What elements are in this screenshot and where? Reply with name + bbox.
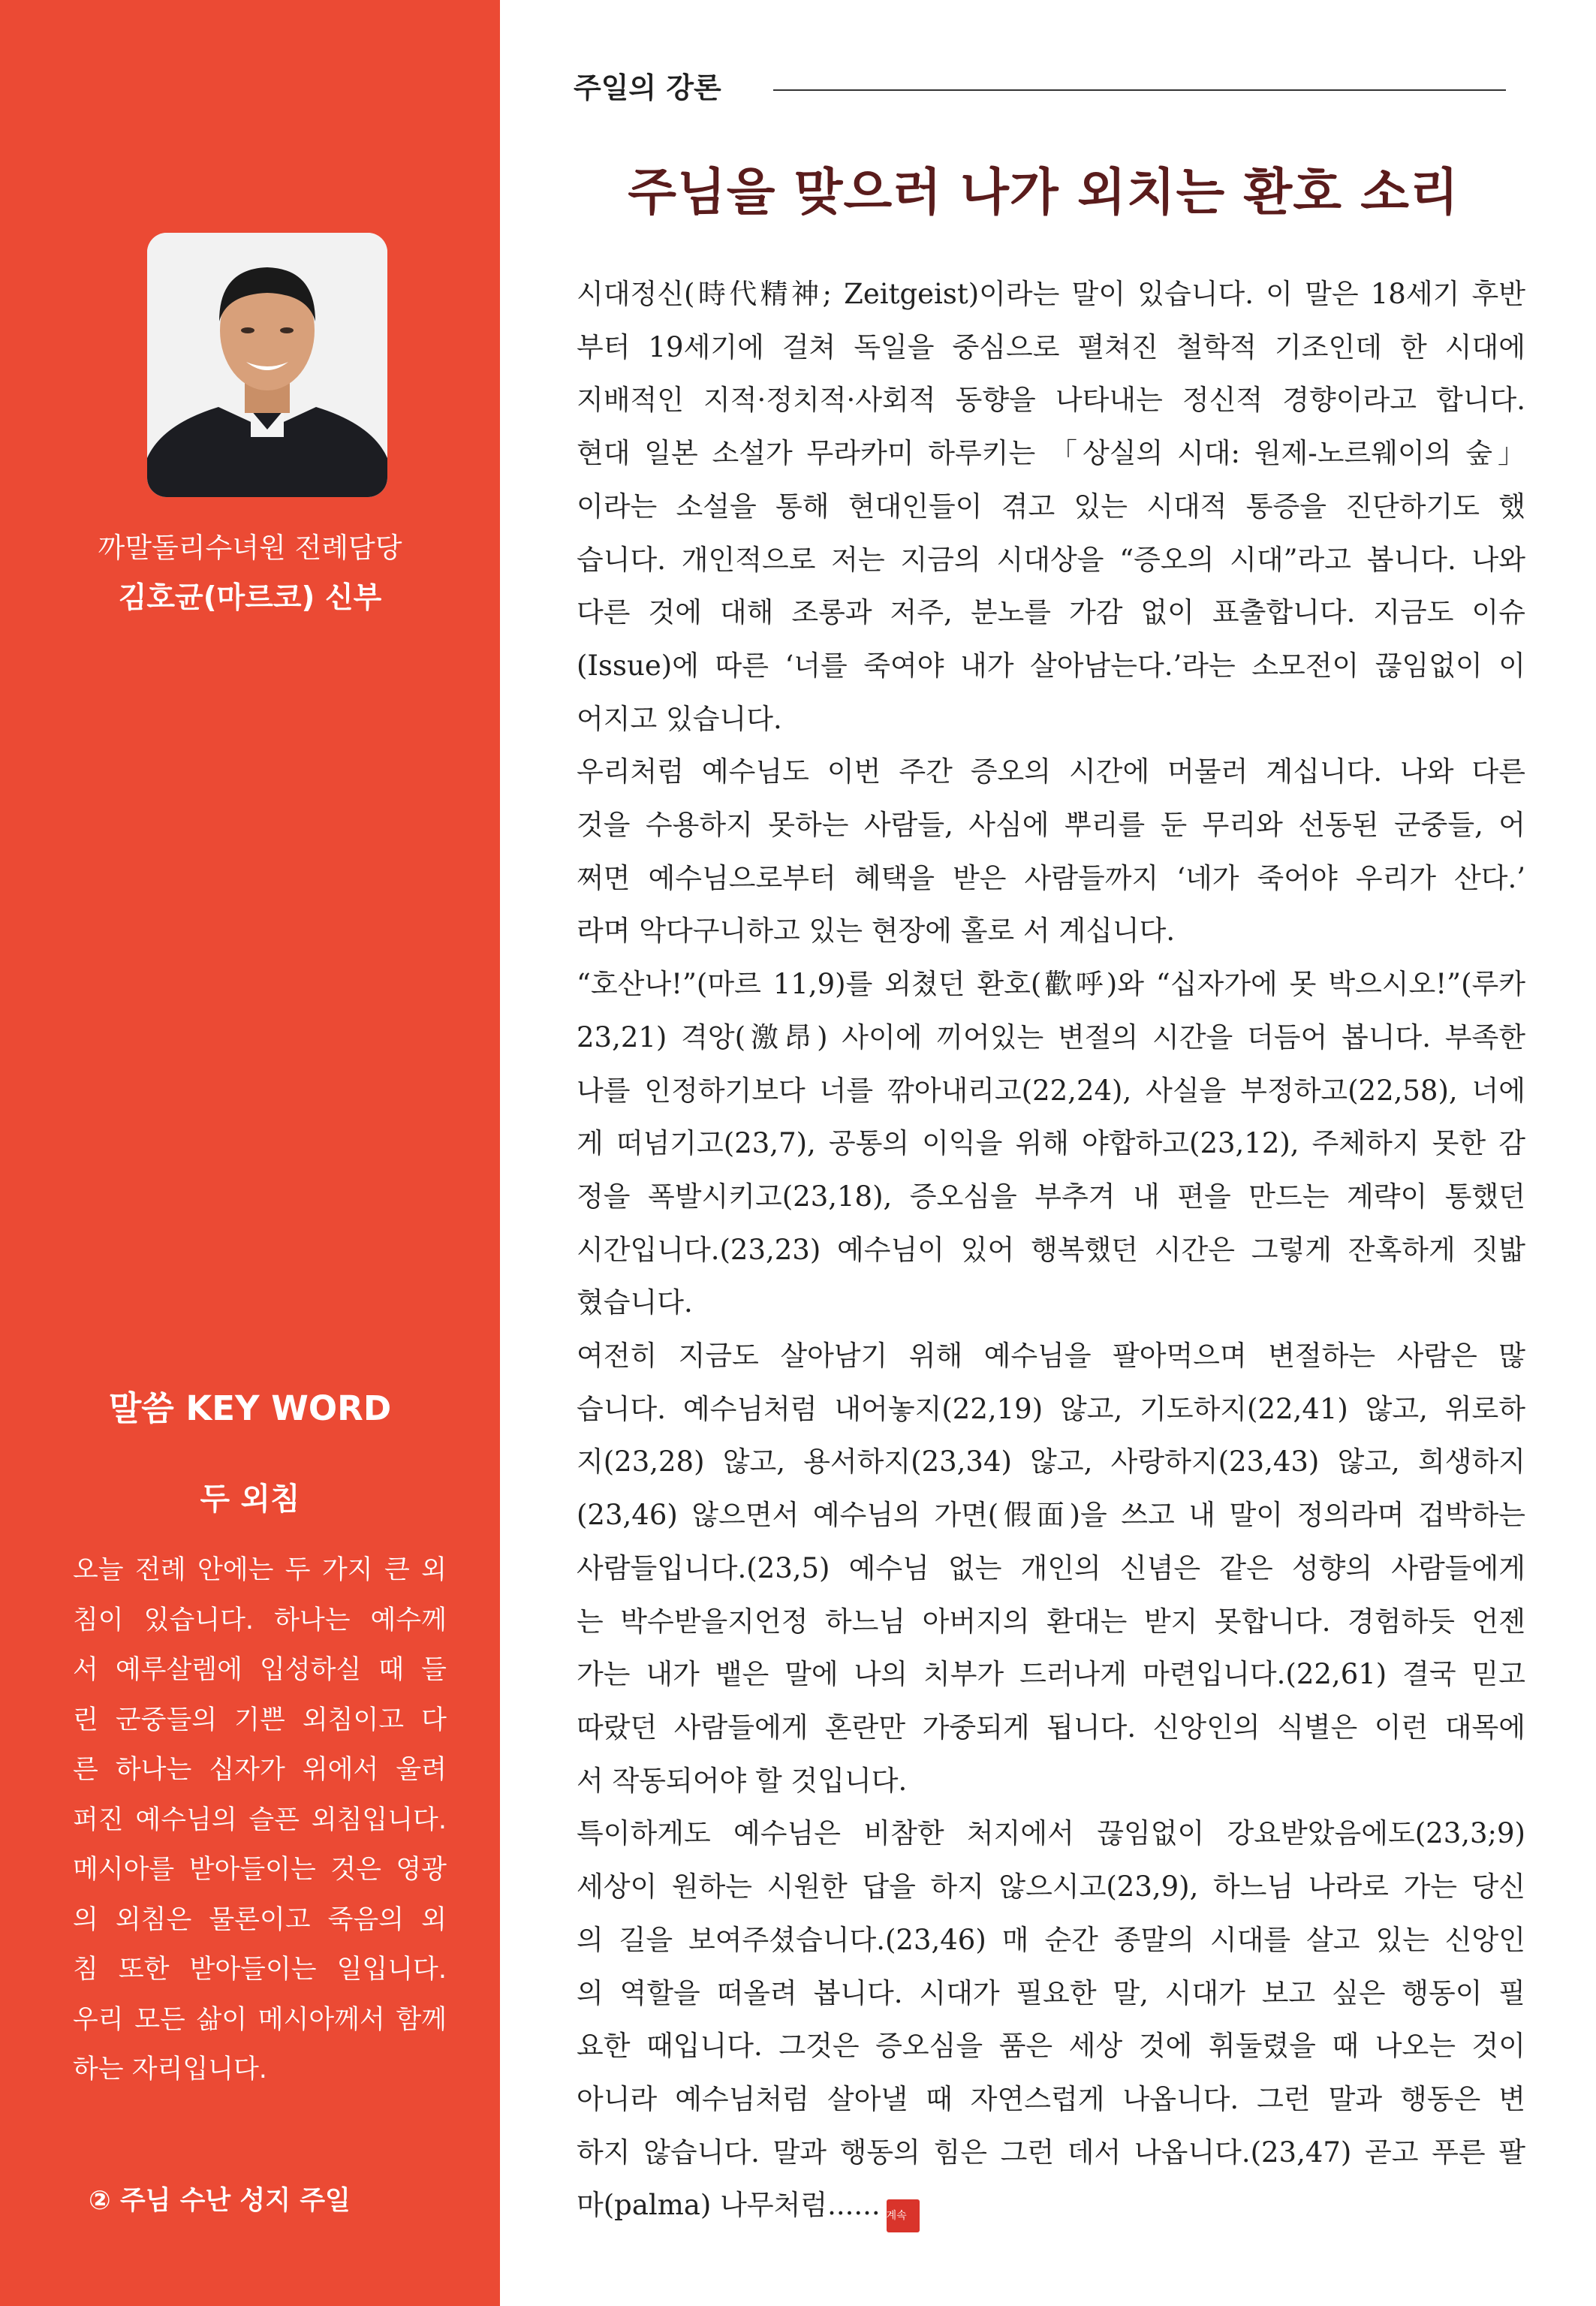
article-line-text: 가는 내가 뱉은 말에 나의 치부가 드러나게 마련입니다.(22,61) 결국 믿고: [577, 1658, 1525, 1691]
article-line-text: 어지고 있습니다.: [577, 702, 782, 735]
sidebar: [0, 0, 500, 2306]
article-line-text: 것을 수용하지 못하는 사람들, 사심에 뿌리를 둔 무리와 선동된 군중들, 어: [577, 809, 1525, 842]
keyword-line: 침이 있습니다. 하나는 예수께: [73, 1605, 447, 1635]
article-line-text: 23,21) 격앙(激昂) 사이에 끼어있는 변절의 시간을 더듬어 봅니다. 부족한: [577, 1020, 1525, 1054]
article-line-text: 여전히 지금도 살아남기 위해 예수님을 팔아먹으며 변절하는 사람은 많: [577, 1340, 1525, 1373]
article-line-text: 사람들입니다.(23,5) 예수님 없는 개인의 신념은 같은 성향의 사람들에게: [577, 1551, 1525, 1584]
article-line-text: “호산나!”(마르 11,9)를 외쳤던 환호(歡呼)와 “십자가에 못 박으시오!”(루카: [577, 968, 1525, 1001]
author-portrait: [147, 233, 387, 497]
keyword-title: 말씀 KEY WORD: [108, 1388, 392, 1428]
article-line: [577, 427, 1525, 481]
article-line: [577, 2073, 1525, 2127]
article-line-text: 현대 일본 소설가 무라카미 하루키는 「상실의 시대: 원제-노르웨이의 숲」: [577, 437, 1525, 470]
article-line-text: 습니다. 예수님처럼 내어놓지(22,19) 않고, 기도하지(22,41) 않고, 위로하: [577, 1392, 1525, 1425]
article-line: [577, 1489, 1525, 1542]
article-line: [577, 2179, 1525, 2232]
article-line: [577, 534, 1525, 587]
article-line: [577, 1011, 1525, 1065]
article-line-text: 다른 것에 대해 조롱과 저주, 분노를 가감 없이 표출합니다. 지금도 이슈: [577, 596, 1525, 629]
article-line-text: 서 작동되어야 할 것입니다.: [577, 1764, 908, 1797]
article-line: [577, 268, 1525, 321]
article-line-text: 의 길을 보여주셨습니다.(23,46) 매 순간 종말의 시대를 살고 있는 신앙인: [577, 1923, 1525, 1956]
keyword-line: 침 또한 받아들이는 일입니다.: [73, 1955, 447, 1985]
article-line: [577, 481, 1525, 534]
article-line: [577, 1648, 1525, 1702]
article-line-text: 아니라 예수님처럼 살아낼 때 자연스럽게 나옵니다. 그런 말과 행동은 변: [577, 2082, 1525, 2115]
page-footer: ② 주님 수난 성지 주일: [89, 2186, 351, 2216]
article-line: [577, 1171, 1525, 1224]
keyword-line: 퍼진 예수님의 슬픈 외침입니다.: [73, 1804, 447, 1835]
article-line: [577, 1383, 1525, 1436]
article-line-text: 이라는 소설을 통해 현대인들이 겪고 있는 시대적 통증을 진단하기도 했: [577, 490, 1525, 523]
keyword-line: 하는 자리입니다.: [73, 2054, 267, 2084]
article-line: [577, 1542, 1525, 1596]
keyword-line: 서 예루살렘에 입성하실 때 들: [73, 1655, 447, 1685]
article-line: [577, 1117, 1525, 1171]
article-line: [577, 693, 1525, 746]
article-line-text: 습니다. 개인적으로 저는 지금의 시대상을 “증오의 시대”라고 봅니다. 나와: [577, 543, 1525, 576]
article-line-text: (Issue)에 따른 ‘너를 죽여야 내가 살아남는다.’라는 소모전이 끊임없이 이: [577, 649, 1525, 682]
article-line: [577, 1277, 1525, 1330]
article-line: [577, 1914, 1525, 1967]
article-line-text: 우리처럼 예수님도 이번 주간 증오의 시간에 머물러 계십니다. 나와 다른: [577, 755, 1525, 788]
article-line: [577, 1224, 1525, 1277]
article-line-text: 나를 인정하기보다 너를 깎아내리고(22,24), 사실을 부정하고(22,58), 너에: [577, 1074, 1525, 1107]
keyword-line: 우리 모든 삶이 메시아께서 함께: [73, 2004, 447, 2035]
end-mark-icon: 계속: [887, 2199, 920, 2232]
article-line: [577, 640, 1525, 693]
article-line: [577, 746, 1525, 799]
article-line-text: 시간입니다.(23,23) 예수님이 있어 행복했던 시간은 그렇게 잔혹하게 짓밟: [577, 1233, 1525, 1266]
article-line: [577, 2127, 1525, 2180]
article-line: [577, 586, 1525, 640]
article-line-text: 따랐던 사람들에게 혼란만 가중되게 됩니다. 신앙인의 식별은 이런 대목에: [577, 1711, 1525, 1744]
keyword-line: 의 외침은 물론이고 죽음의 외: [73, 1904, 447, 1935]
priest-portrait-icon: [147, 233, 387, 497]
section-label: 주일의 강론: [574, 71, 721, 104]
article-line-text: 지(23,28) 않고, 용서하지(23,34) 않고, 사랑하지(23,43) 않고, 희생하지: [577, 1445, 1525, 1479]
article-headline: 주님을 맞으러 나가 외치는 환호 소리: [628, 163, 1459, 222]
article-line: [577, 1596, 1525, 1649]
keyword-body: [73, 1545, 447, 2095]
article-line-text: 게 떠넘기고(23,7), 공통의 이익을 위해 야합하고(23,12), 주체하지 못한 감: [577, 1127, 1525, 1160]
article-line-text: (23,46) 않으면서 예수님의 가면(假面)을 쓰고 내 말이 정의라며 겁박하는: [577, 1499, 1525, 1532]
article-line-text: 요한 때입니다. 그것은 증오심을 품은 세상 것에 휘둘렸을 때 나오는 것이: [577, 2030, 1525, 2063]
article-line: [577, 374, 1525, 427]
article-line-text: 혔습니다.: [577, 1286, 693, 1319]
article-line-text: 는 박수받을지언정 하느님 아버지의 환대는 받지 못합니다. 경험하듯 언젠: [577, 1605, 1525, 1638]
article-body: [577, 268, 1525, 2232]
keyword-subtitle: 두 외침: [200, 1481, 300, 1517]
article-line: [577, 2020, 1525, 2073]
section-divider: [773, 89, 1506, 91]
article-line: [577, 1065, 1525, 1118]
article-line-text: 부터 19세기에 걸쳐 독일을 중심으로 펼쳐진 철학적 기조인데 한 시대에: [577, 330, 1525, 363]
author-name: 김호균(마르코) 신부: [118, 581, 382, 615]
article-line: [577, 905, 1525, 958]
keyword-line: 오늘 전례 안에는 두 가지 큰 외: [73, 1555, 447, 1585]
keyword-line: 메시아를 받아들이는 것은 영광: [73, 1855, 447, 1885]
article-line-text: 시대정신(時代精神; Zeitgeist)이라는 말이 있습니다. 이 말은 18세기 후반: [577, 278, 1525, 310]
article-line: [577, 1807, 1525, 1861]
article-line: [577, 958, 1525, 1011]
article-line: [577, 1755, 1525, 1808]
keyword-line: 린 군중들의 기쁜 외침이고 다: [73, 1705, 447, 1735]
article-line: [577, 1967, 1525, 2021]
keyword-line: 른 하나는 십자가 위에서 울려: [73, 1755, 447, 1785]
article-line: [577, 1702, 1525, 1755]
article-line: [577, 1436, 1525, 1489]
article-line: [577, 1861, 1525, 1914]
article-line-text: 지배적인 지적·정치적·사회적 동향을 나타내는 정신적 경향이라고 합니다.: [577, 384, 1525, 417]
article-line-text: 정을 폭발시키고(23,18), 증오심을 부추겨 내 편을 만드는 계략이 통했던: [577, 1180, 1525, 1213]
article-line: [577, 799, 1525, 852]
article-line: [577, 321, 1525, 375]
article-line-text: 마(palma) 나무처럼......: [577, 2189, 881, 2222]
article-line-text: 의 역할을 떠올려 봅니다. 시대가 필요한 말, 시대가 보고 싶은 행동이 필: [577, 1976, 1525, 2009]
article-line: [577, 852, 1525, 906]
article-line-text: 하지 않습니다. 말과 행동의 힘은 그런 데서 나옵니다.(23,47) 곧고 푸른 팔: [577, 2136, 1525, 2169]
article-line-text: 쩌면 예수님으로부터 혜택을 받은 사람들까지 ‘네가 죽어야 우리가 산다.’: [577, 861, 1525, 894]
article-line: [577, 1330, 1525, 1383]
article-line-text: 라며 악다구니하고 있는 현장에 홀로 서 계십니다.: [577, 915, 1176, 948]
article-line-text: 세상이 원하는 시원한 답을 하지 않으시고(23,9), 하느님 나라로 가는 당신: [577, 1870, 1525, 1904]
article-line-text: 특이하게도 예수님은 비참한 처지에서 끊임없이 강요받았음에도(23,3;9): [577, 1817, 1525, 1850]
author-role: 까말돌리수녀원 전례담당: [98, 532, 402, 564]
